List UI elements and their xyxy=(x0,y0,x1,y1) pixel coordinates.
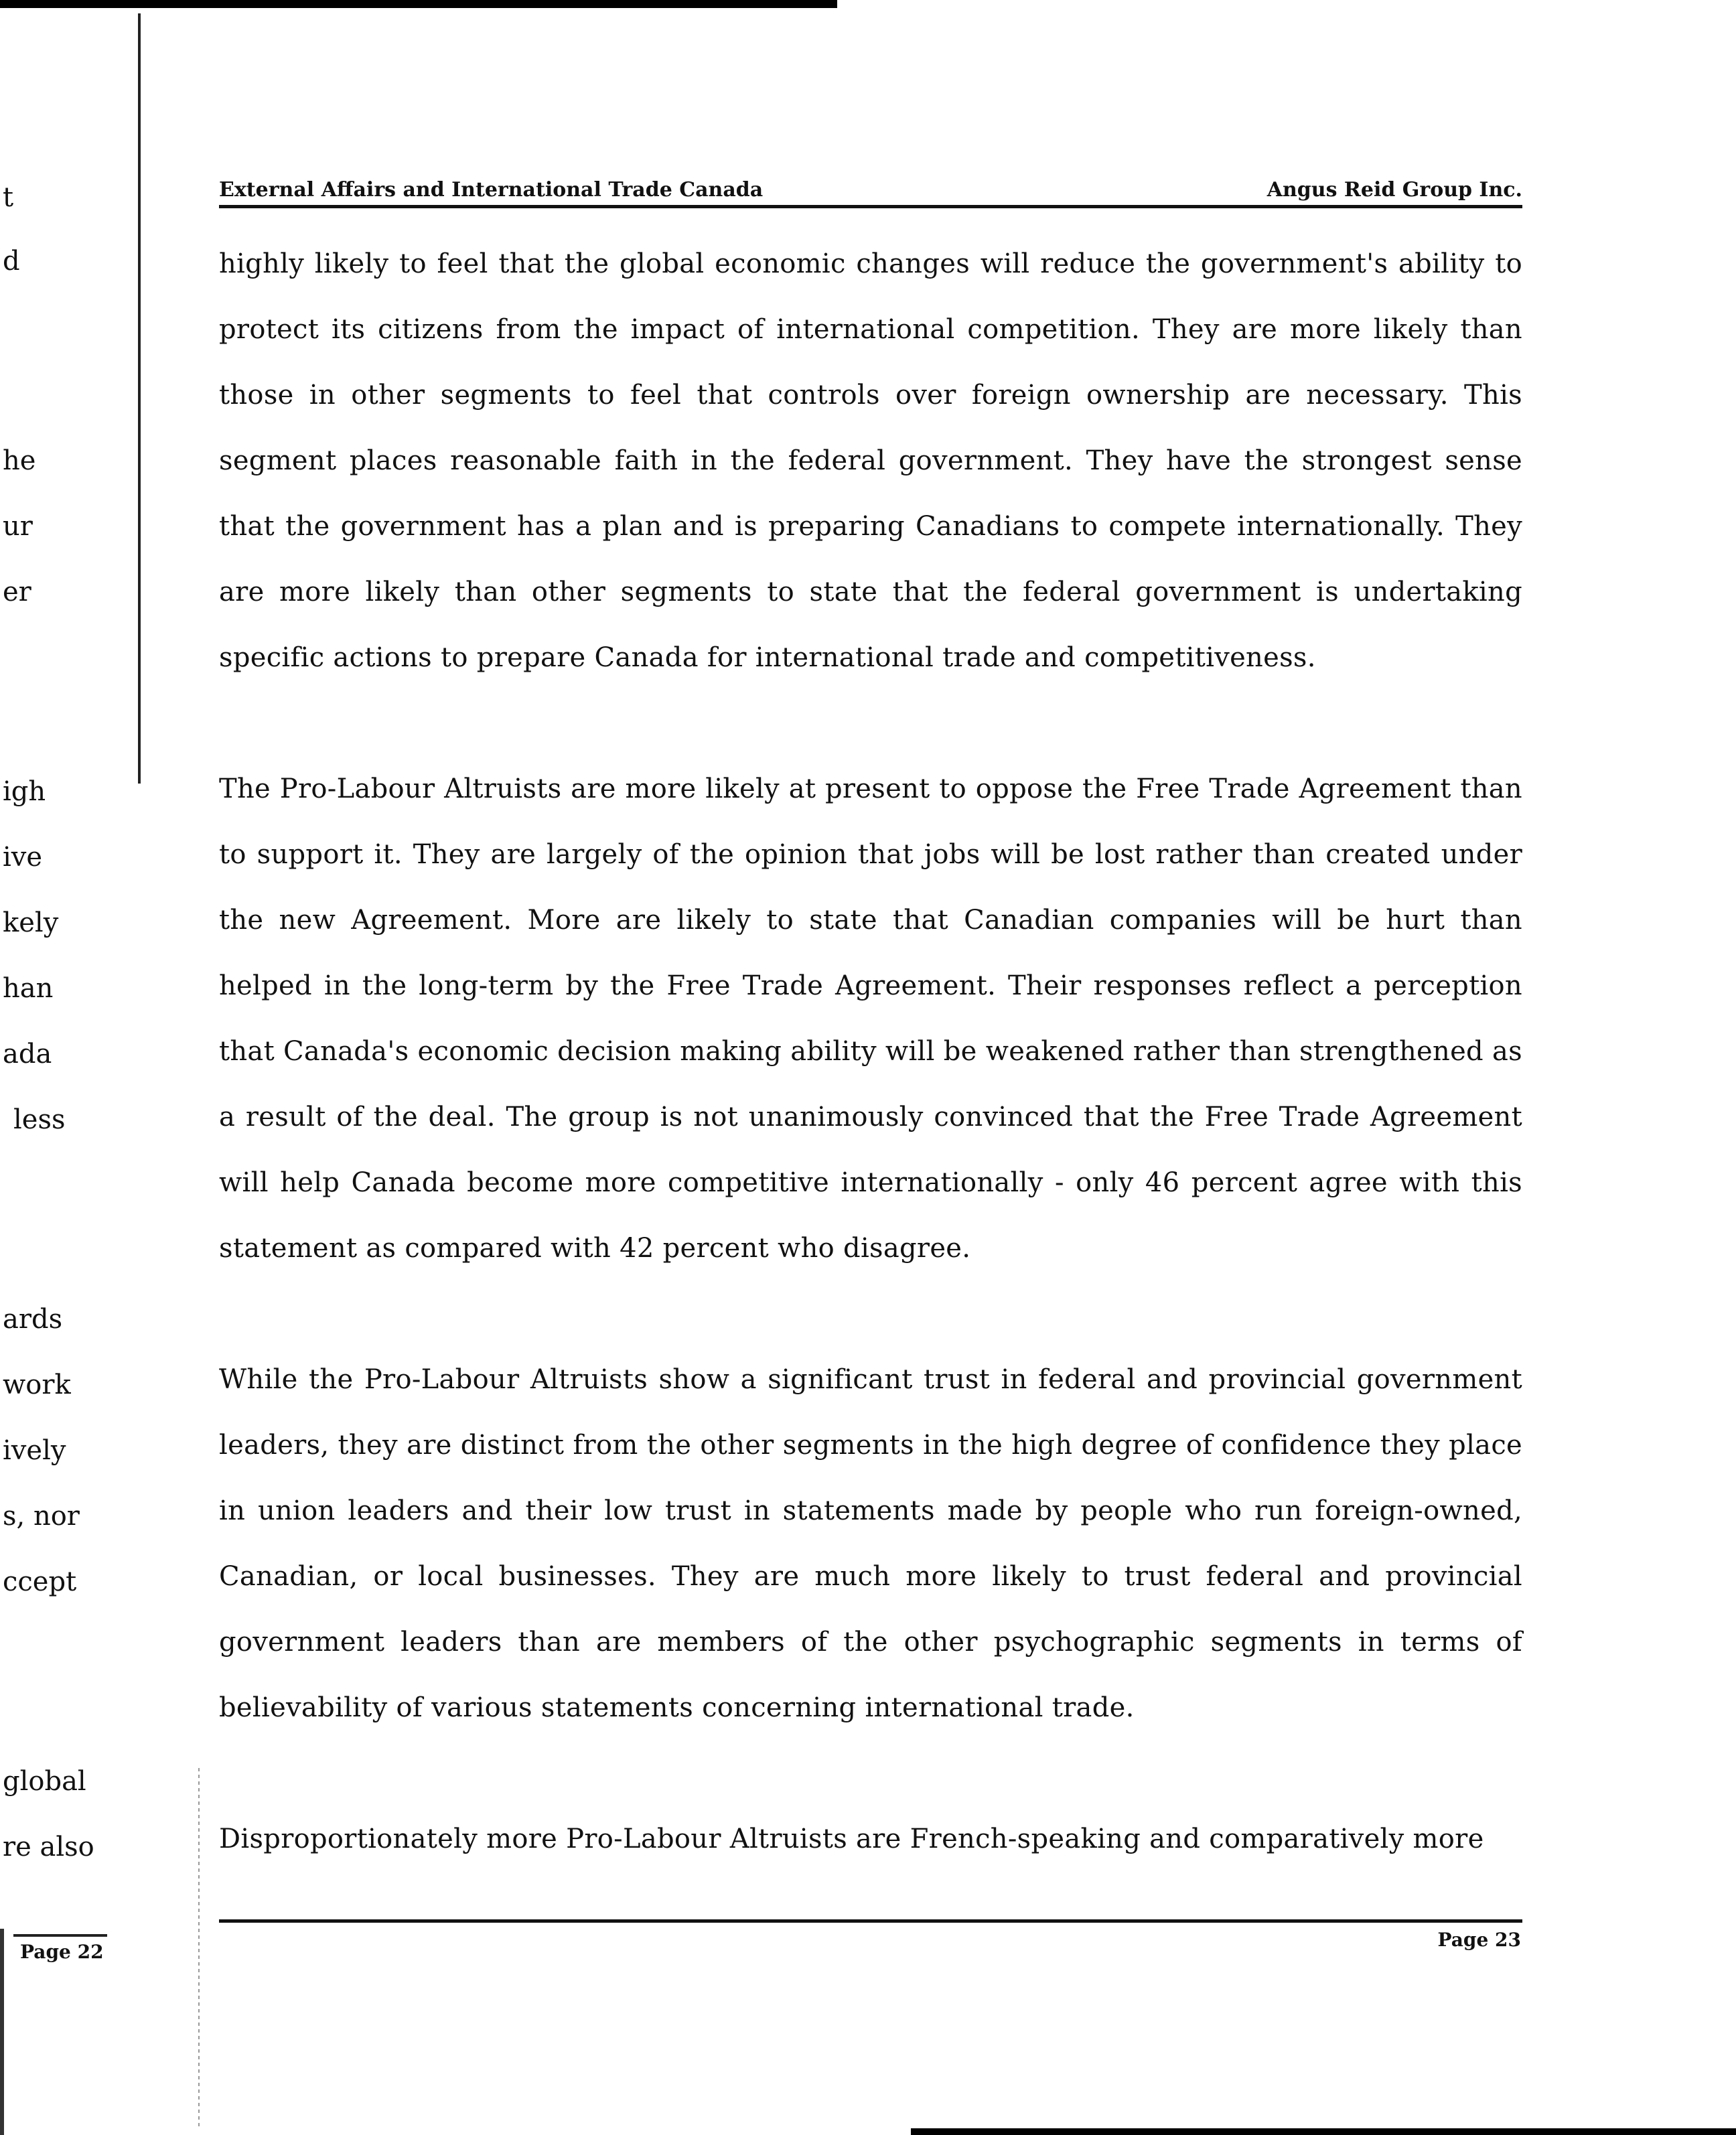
footer-rule xyxy=(219,1919,1522,1923)
left-fragment: global xyxy=(3,1766,86,1797)
left-fragment: re also xyxy=(3,1832,94,1862)
header-rule xyxy=(219,205,1522,208)
paragraph: Disproportionately more Pro-Labour Altruists are French-speaking and comparatively more xyxy=(219,1824,1484,1854)
left-fragment: han xyxy=(3,973,54,1004)
left-fragment: s, nor xyxy=(3,1501,80,1532)
paragraph: highly likely to feel that the global economic changes will reduce the government's ability to protect its citizens from the impact of international competition. They are more likely than those in other segments to feel that controls over foreign ownership are necessary. This segment places reasonable faith in the federal government. They have the strongest sense that the government has a plan and is preparing Canadians to compete internationally. They are more likely than other segments to state that the federal government is undertaking specific actions to prepare Canada for international trade and competitiveness. xyxy=(219,248,1522,673)
scan-border-top xyxy=(0,0,837,8)
left-page-number: Page 22 xyxy=(20,1941,104,1963)
gutter-dotted-mark xyxy=(198,1768,200,2130)
left-fragment: igh xyxy=(3,776,46,807)
left-page-footer-rule xyxy=(13,1934,107,1937)
left-fragment: d xyxy=(3,246,20,277)
left-fragment: ccept xyxy=(3,1566,77,1597)
paragraph: The Pro-Labour Altruists are more likely at present to oppose the Free Trade Agreement than to support it. They are largely of the opinion that jobs will be lost rather than created under the new Agreement. More are likely to state that Canadian companies will be hurt than helped in the long-term by the Free Trade Agreement. Their responses reflect a perception that Canada's economic decision making ability will be weakened rather than strengthened as a result of the deal. The group is not unanimously convinced that the Free Trade Agreement will help Canada become more competitive internationally - only 46 percent agree with this statement as compared with 42 percent who disagree. xyxy=(219,774,1522,1264)
left-fragment: ur xyxy=(3,511,33,542)
left-fragment: ively xyxy=(3,1435,66,1466)
left-fragment: ive xyxy=(3,842,43,873)
left-fragment: ards xyxy=(3,1304,63,1335)
page-gutter-line-bottom xyxy=(0,1929,4,2135)
body-text xyxy=(219,231,1522,1937)
left-fragment: er xyxy=(3,577,31,607)
header-author: Angus Reid Group Inc. xyxy=(1267,178,1522,202)
left-fragment: work xyxy=(3,1370,71,1400)
header-organization: External Affairs and International Trade Canada xyxy=(219,178,764,202)
scan-border-bottom xyxy=(911,2128,1736,2135)
left-fragment: t xyxy=(3,182,14,213)
left-fragment: he xyxy=(3,445,36,476)
running-header xyxy=(219,175,1522,202)
page-gutter-line xyxy=(138,13,141,784)
page-number: Page 23 xyxy=(1437,1929,1521,1951)
left-fragment: ada xyxy=(3,1039,52,1070)
left-fragment: less xyxy=(13,1104,66,1135)
left-fragment: kely xyxy=(3,907,59,938)
paragraph: While the Pro-Labour Altruists show a significant trust in federal and provincial government leaders, they are distinct from the other segments in the high degree of confidence they place in union leaders and their low trust in statements made by people who run foreign-owned, Canadian, or local businesses. They are much more likely to trust federal and provincial government leaders than are members of the other psychographic segments in terms of believability of various statements concerning international trade. xyxy=(219,1364,1522,1723)
